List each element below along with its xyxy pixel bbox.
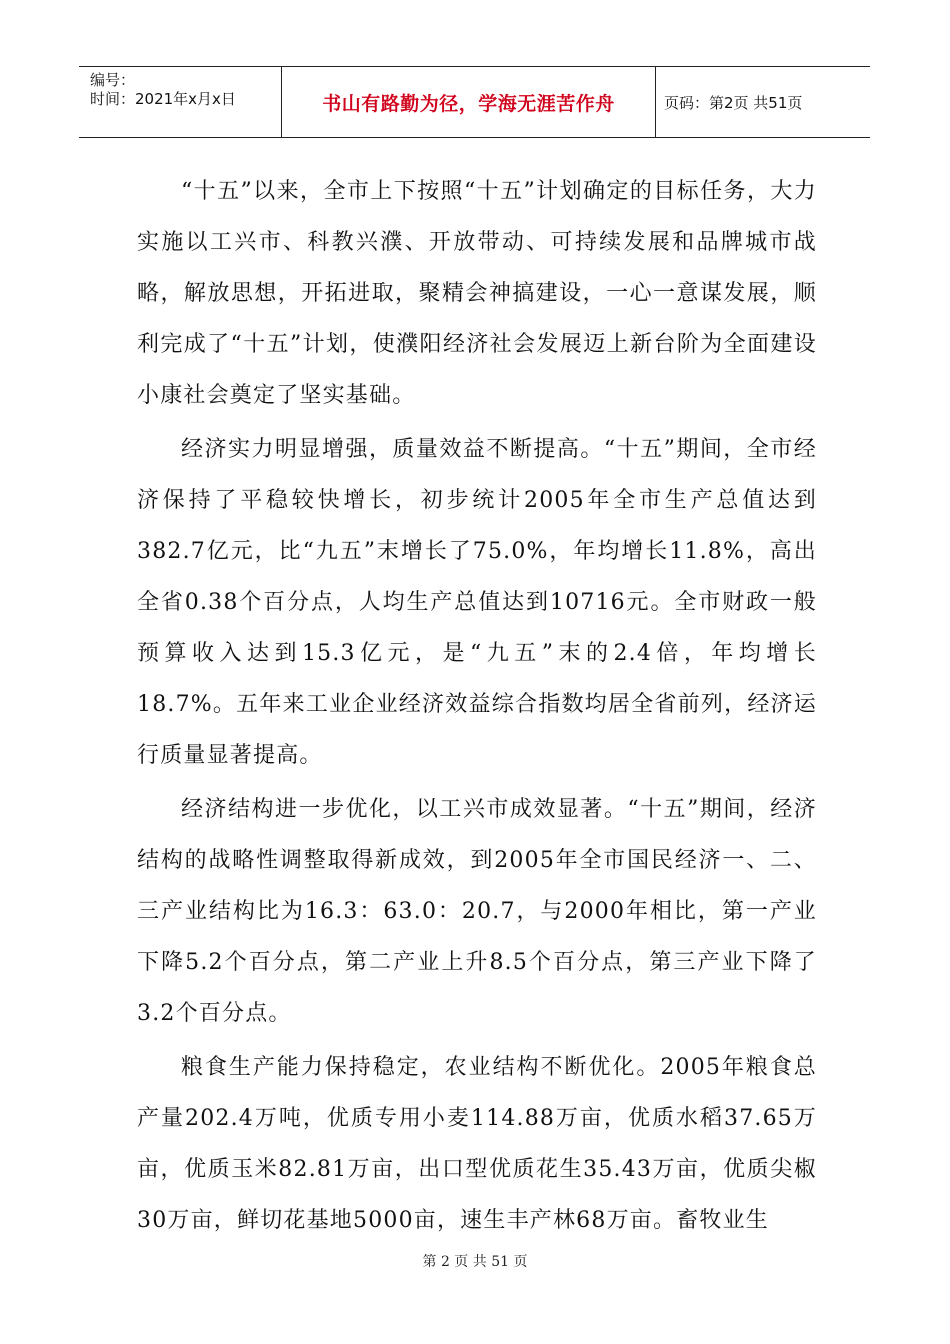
body-paragraph: “十五”以来，全市上下按照“十五”计划确定的目标任务，大力实施以工兴市、科教兴濮、开放带动、可持续发展和品牌城市战略，解放思想，开拓进取，聚精会神搞建设，一心一意谋发展，顺利完成了“十五”计划，使濮阳经济社会发展迈上新台阶为全面建设小康社会奠定了坚实基础。 [137,179,817,408]
document-number-label: 编号： [90,71,136,89]
document-body [137,166,817,1249]
page-header [79,66,870,138]
header-page-info: 页码：第2页 共51页 [664,93,803,112]
document-date: 时间：2021年x月x日 [90,90,236,108]
page-footer: 第 2 页 共 51 页 [422,1254,528,1270]
body-paragraph: 经济实力明显增强，质量效益不断提高。“十五”期间，全市经济保持了平稳较快增长，初步统计2005年全市生产总值达到382.7亿元，比“九五”末增长了75.0%，年均增长11.8%，高出全省0.38个百分点，人均生产总值达到10716元。全市财政一般预算收入达到15.3亿元，是“九五”末的2.4倍，年均增长18.7%。五年来工业企业经济效益综合指数均居全省前列，经济运行质量显著提高。 [137,437,817,768]
body-paragraph: 粮食生产能力保持稳定，农业结构不断优化。2005年粮食总产量202.4万吨，优质专用小麦114.88万亩，优质水稻37.65万亩，优质玉米82.81万亩，出口型优质花生35.43万亩，优质尖椒30万亩，鲜切花基地5000亩，速生丰产林68万亩。畜牧业生 [137,1055,817,1233]
header-meta [79,67,282,137]
header-motto: 书山有路勤为径，学海无涯苦作舟 [282,67,656,137]
body-paragraph: 经济结构进一步优化，以工兴市成效显著。“十五”期间，经济结构的战略性调整取得新成效，到2005年全市国民经济一、二、三产业结构比为16.3：63.0：20.7，与2000年相比，第一产业下降5.2个百分点，第二产业上升8.5个百分点，第三产业下降了3.2个百分点。 [137,797,817,1026]
